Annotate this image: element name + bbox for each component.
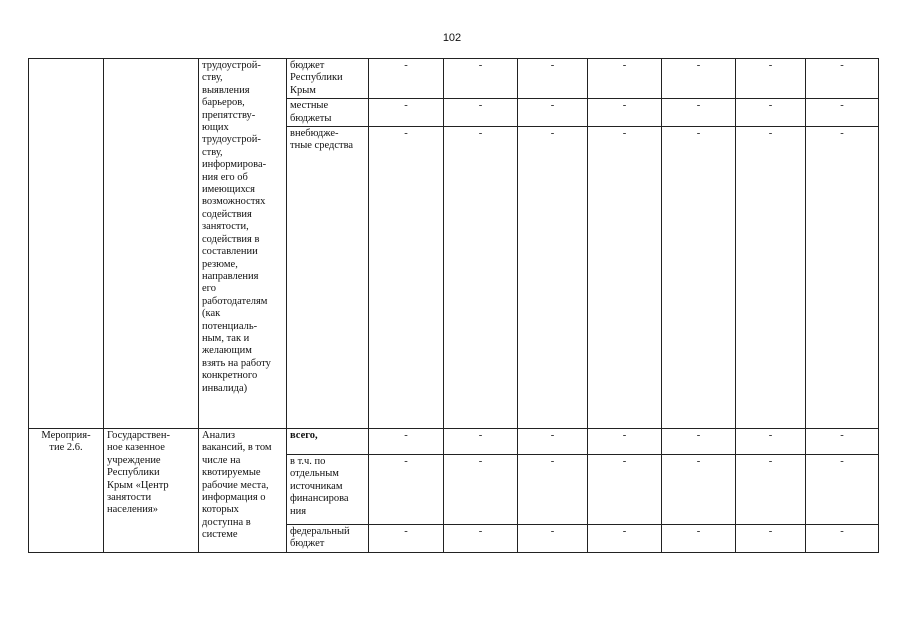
value-cell: - — [806, 99, 879, 127]
value-cell: - — [736, 127, 806, 429]
value-cell: - — [588, 455, 662, 525]
value-cell: - — [662, 525, 736, 553]
value-cell: - — [369, 455, 444, 525]
value-cell: - — [662, 127, 736, 429]
funding-source-cell: в т.ч. по отдельным источникам финансирова ния — [287, 455, 369, 525]
value-cell: - — [662, 99, 736, 127]
value-cell: - — [806, 525, 879, 553]
executor-cell — [104, 59, 199, 429]
value-cell: - — [518, 59, 588, 99]
value-cell: - — [662, 59, 736, 99]
value-cell: - — [588, 525, 662, 553]
value-cell: - — [518, 455, 588, 525]
value-cell: - — [369, 99, 444, 127]
value-cell: - — [588, 99, 662, 127]
value-cell: - — [736, 429, 806, 455]
value-cell: - — [444, 429, 518, 455]
content-cell: Анализ вакансий, в том числе на квотируемые рабочие места, информация о которых доступна в системе — [199, 429, 287, 553]
value-cell: - — [736, 99, 806, 127]
value-cell: - — [588, 127, 662, 429]
value-cell: - — [369, 127, 444, 429]
value-cell: - — [369, 429, 444, 455]
content-cell: трудоустрой- ству, выявления барьеров, препятству- ющих трудоустрой- ству, информирова- ния его об имеющихся возможностях содействия занятости, содействия в составлении резюме, направления его работодателям (как потенциаль- ным, так и желающим взять на работу конкретного инвалида) — [199, 59, 287, 429]
value-cell: - — [588, 429, 662, 455]
value-cell: - — [444, 525, 518, 553]
funding-source-cell: внебюдже- тные средства — [287, 127, 369, 429]
value-cell: - — [806, 127, 879, 429]
table-row — [29, 429, 879, 455]
value-cell: - — [518, 127, 588, 429]
value-cell: - — [736, 455, 806, 525]
value-cell: - — [588, 59, 662, 99]
value-cell: - — [444, 127, 518, 429]
value-cell: - — [736, 525, 806, 553]
value-cell: - — [806, 59, 879, 99]
value-cell: - — [444, 99, 518, 127]
value-cell: - — [518, 429, 588, 455]
value-cell: - — [662, 429, 736, 455]
program-table — [28, 58, 879, 553]
value-cell: - — [736, 59, 806, 99]
value-cell: - — [369, 59, 444, 99]
activity-cell — [29, 59, 104, 429]
funding-source-cell: бюджет Республики Крым — [287, 59, 369, 99]
value-cell: - — [369, 525, 444, 553]
table-row — [29, 59, 879, 99]
value-cell: - — [662, 455, 736, 525]
funding-source-cell: всего, — [287, 429, 369, 455]
value-cell: - — [806, 429, 879, 455]
value-cell: - — [444, 59, 518, 99]
funding-source-cell: федеральный бюджет — [287, 525, 369, 553]
value-cell: - — [518, 99, 588, 127]
value-cell: - — [444, 455, 518, 525]
executor-cell: Государствен- ное казенное учреждение Республики Крым «Центр занятости населения» — [104, 429, 199, 553]
value-cell: - — [518, 525, 588, 553]
activity-cell: Мероприя- тие 2.6. — [29, 429, 104, 553]
page-number: 102 — [442, 32, 462, 44]
value-cell: - — [806, 455, 879, 525]
funding-source-cell: местные бюджеты — [287, 99, 369, 127]
